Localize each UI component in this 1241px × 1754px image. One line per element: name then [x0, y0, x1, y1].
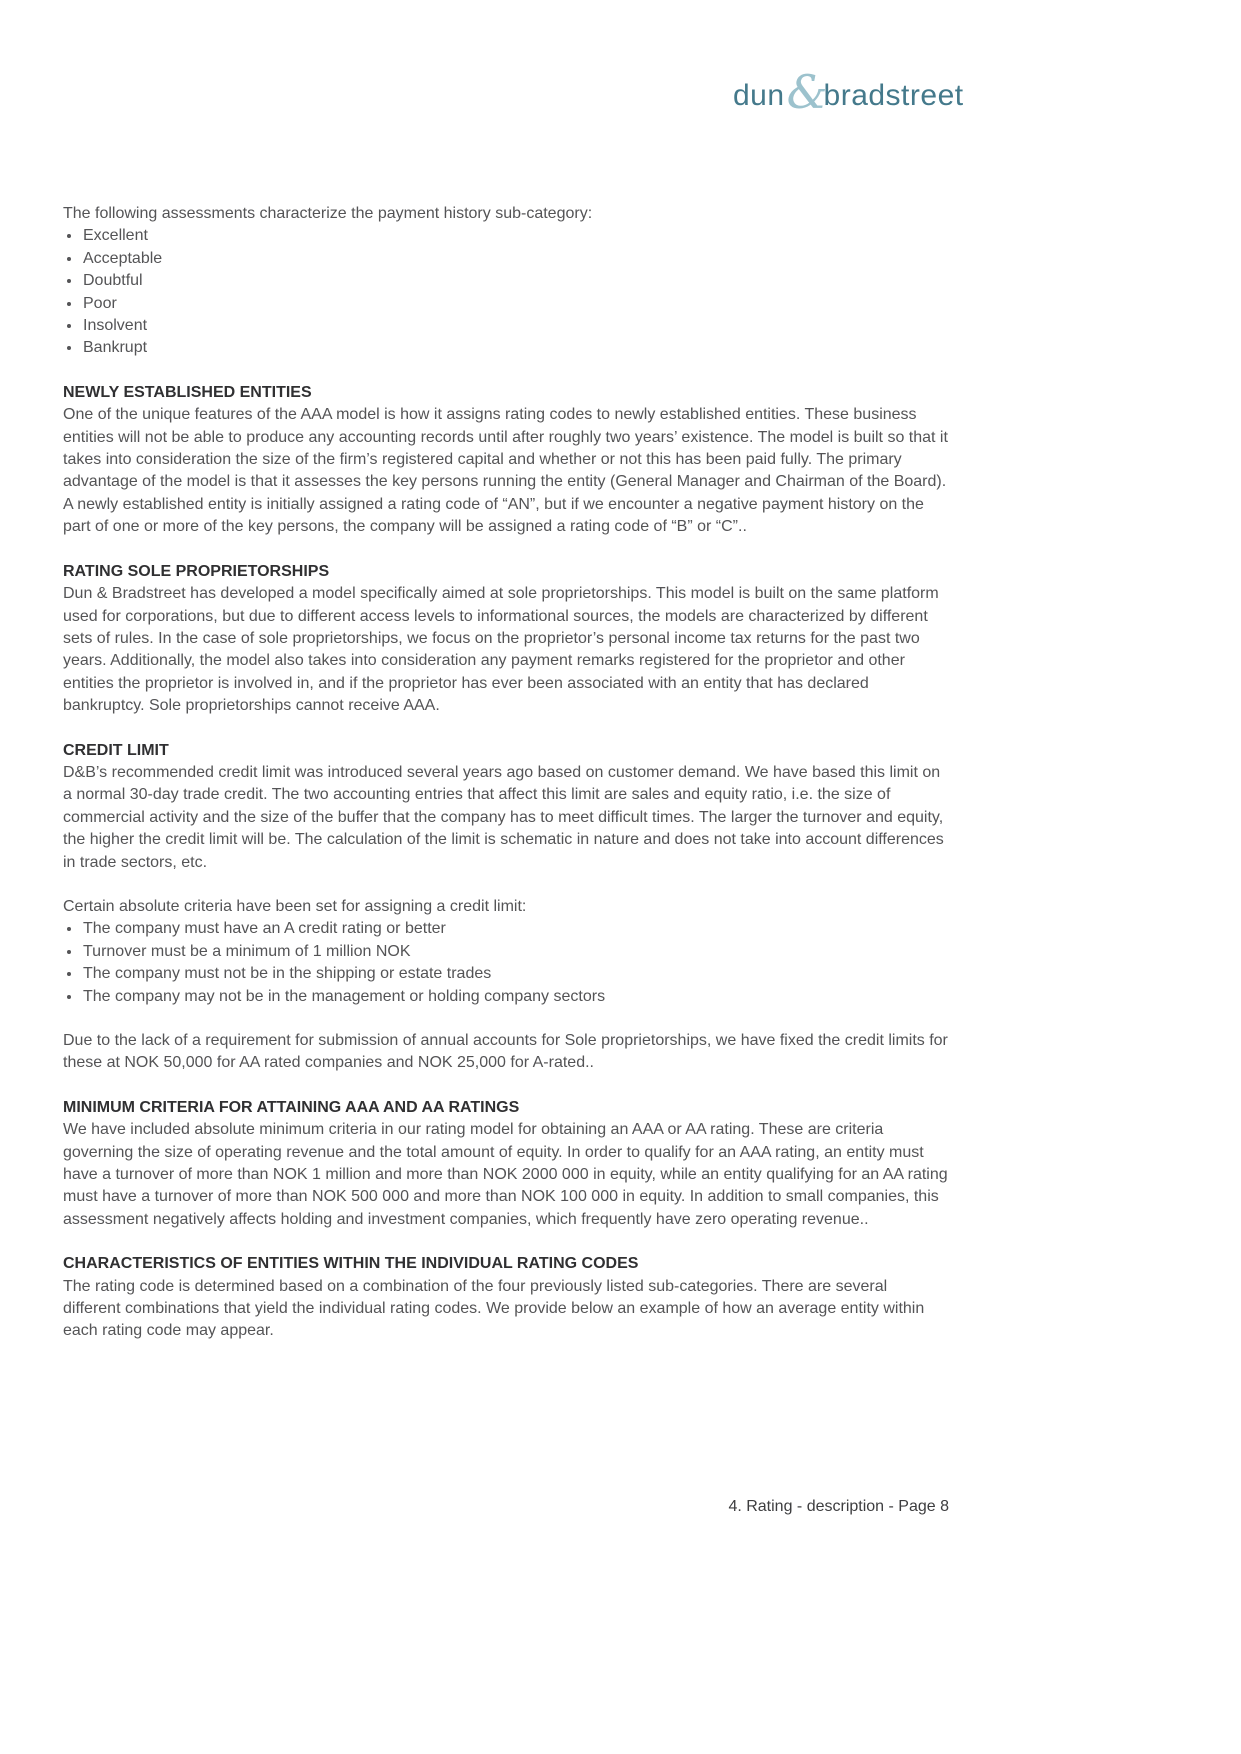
- paragraph-credit-limit: D&B’s recommended credit limit was introduced several years ago based on customer demand. We have based this limit on a normal 30-day trade credit. The two accounting entries that affect this limit are sales and equity ratio, i.e. the size of commercial activity and the size of the buffer that the company has to meet difficult times. The larger the turnover and equity, the higher the credit limit will be. The calculation of the limit is schematic in nature and does not take into account differences in trade sectors, etc.: [63, 763, 944, 871]
- credit-criteria-list: [63, 918, 949, 1008]
- credit-limit-note: Due to the lack of a requirement for submission of annual accounts for Sole proprietorships, we have fixed the credit limits for these at NOK 50,000 for AA rated companies and NOK 25,000 for A-rated..: [63, 1032, 948, 1072]
- credit-criteria-intro: Certain absolute criteria have been set for assigning a credit limit:: [63, 897, 527, 915]
- list-item: • The company must have an A credit rating or better: [82, 918, 949, 940]
- list-item: • The company may not be in the management or holding company sectors: [82, 986, 949, 1008]
- list-item: • The company must not be in the shipping or estate trades: [82, 963, 949, 985]
- payment-history-list: [63, 225, 949, 359]
- document-content: [63, 203, 949, 1343]
- list-item: • Acceptable: [82, 248, 949, 270]
- list-item: • Bankrupt: [82, 337, 949, 359]
- heading-minimum-criteria: MINIMUM CRITERIA FOR ATTAINING AAA AND AA RATINGS: [63, 1098, 520, 1116]
- logo-text-dun: dun: [733, 79, 785, 112]
- list-item: • Excellent: [82, 225, 949, 247]
- list-item: • Poor: [82, 293, 949, 315]
- page-footer: 4. Rating - description - Page 8: [728, 1498, 949, 1515]
- heading-characteristics: CHARACTERISTICS OF ENTITIES WITHIN THE INDIVIDUAL RATING CODES: [63, 1255, 639, 1273]
- paragraph-minimum-criteria: We have included absolute minimum criteria in our rating model for obtaining an AAA or AA rating. These are criteria governing the size of operating revenue and the total amount of equity. In order to qualify for an AAA rating, an entity must have a turnover of more than NOK 1 million and more than NOK 2000 000 in equity, while an entity qualifying for an AA rating must have a turnover of more than NOK 500 000 and more than NOK 100 000 in equity. In addition to small companies, this assessment negatively affects holding and investment companies, which frequently have zero operating revenue..: [63, 1121, 948, 1228]
- heading-credit-limit: CREDIT LIMIT: [63, 741, 169, 759]
- logo-ampersand-icon: &: [786, 65, 828, 119]
- paragraph-rating-sole-proprietorships: Dun & Bradstreet has developed a model specifically aimed at sole proprietorships. This model is built on the same platform used for corporations, but due to different access levels to informational sources, the models are characterized by different sets of rules. In the case of sole proprietorships, we focus on the proprietor’s personal income tax returns for the past two years. Additionally, the model also takes into consideration any payment remarks registered for the proprietor and other entities the proprietor is involved in, and if the proprietor has ever been associated with an entity that has declared bankruptcy. Sole proprietorships cannot receive AAA.: [63, 585, 939, 715]
- heading-rating-sole-proprietorships: RATING SOLE PROPRIETORSHIPS: [63, 562, 330, 580]
- list-item: • Insolvent: [82, 315, 949, 337]
- heading-newly-established-entities: NEWLY ESTABLISHED ENTITIES: [63, 383, 312, 401]
- dun-bradstreet-logo: [733, 65, 964, 119]
- logo-text-bradstreet: bradstreet: [823, 79, 964, 112]
- list-item: • Turnover must be a minimum of 1 million NOK: [82, 941, 949, 963]
- paragraph-newly-established-entities: One of the unique features of the AAA model is how it assigns rating codes to newly established entities. These business entities will not be able to produce any accounting records until after roughly two years’ existence. The model is built so that it takes into consideration the size of the firm’s registered capital and whether or not this has been paid fully. The primary advantage of the model is that it assesses the key persons running the entity (General Manager and Chairman of the Board). A newly established entity is initially assigned a rating code of “AN”, but if we encounter a negative payment history on the part of one or more of the key persons, the company will be assigned a rating code of “B” or “C”..: [63, 406, 948, 536]
- list-item: • Doubtful: [82, 270, 949, 292]
- intro-paragraph: The following assessments characterize the payment history sub-category:: [63, 205, 593, 222]
- paragraph-characteristics: The rating code is determined based on a combination of the four previously listed sub-categories. There are several different combinations that yield the individual rating codes. We provide below an example of how an average entity within each rating code may appear.: [63, 1277, 925, 1340]
